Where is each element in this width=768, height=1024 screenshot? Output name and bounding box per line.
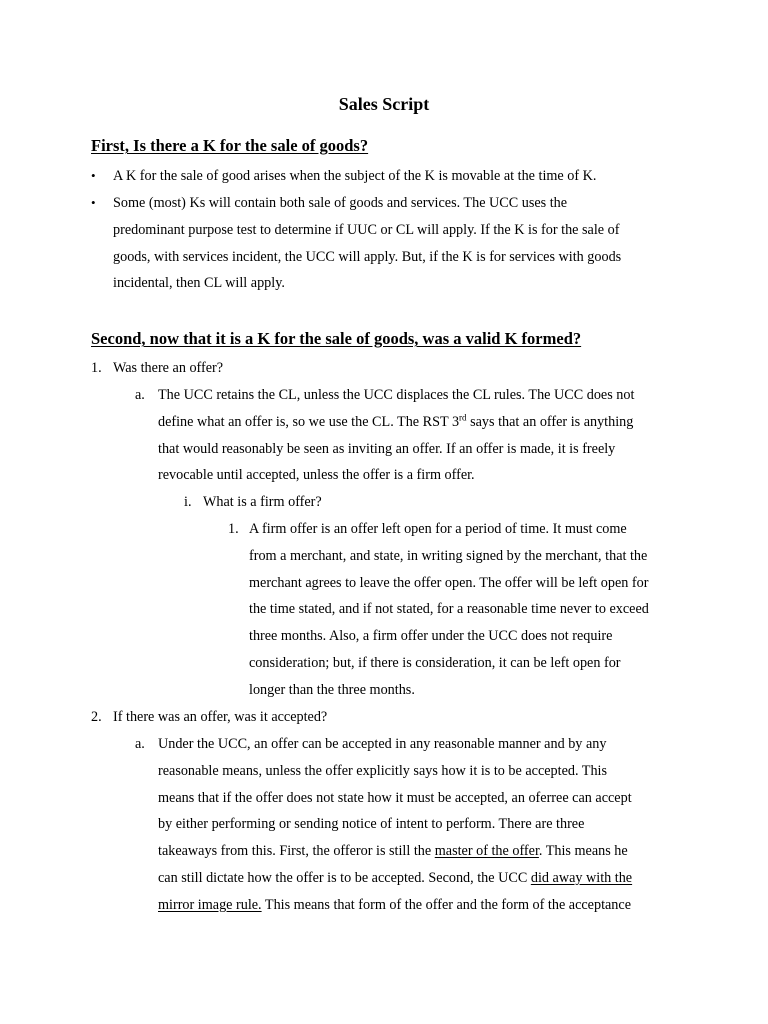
sub-sub-sub-list-item-1	[249, 516, 649, 704]
bullet-text: A K for the sale of good arises when the subject of the K is movable at the time of K.	[113, 168, 597, 184]
paragraph-line: A firm offer is an offer left open for a period of time. It must come	[249, 521, 627, 537]
bullet-text-line: incidental, then CL will apply.	[113, 275, 285, 292]
paragraph-line: revocable until accepted, unless the offer is a firm offer.	[158, 467, 475, 484]
paragraph-line	[158, 865, 632, 892]
superscript: rd	[459, 412, 467, 423]
roman-numeral: i.	[184, 494, 192, 510]
paragraph-line: longer than the three months.	[249, 681, 415, 698]
text-run: This means that form of the offer and the form of the acceptance	[261, 896, 631, 913]
list-number: 2.	[91, 709, 102, 725]
list-item-text: If there was an offer, was it accepted?	[113, 709, 328, 725]
text-run: takeaways from this. First, the offeror is still the	[158, 843, 435, 860]
paragraph-line: from a merchant, and state, in writing signed by the merchant, that the	[249, 547, 648, 564]
paragraph-line: the time stated, and if not stated, for a reasonable time never to exceed	[249, 601, 649, 618]
section-heading-second: Second, now that it is a K for the sale of goods, was a valid K formed?	[91, 329, 582, 348]
list-item-text: Was there an offer?	[113, 360, 224, 376]
bullet-item-2	[113, 190, 621, 297]
bullet-marker: •	[91, 168, 96, 183]
text-run: says that an offer is anything	[466, 413, 634, 430]
text-run: can still dictate how the offer is to be accepted. Second, the UCC	[158, 869, 531, 886]
sub-list-item-1a	[158, 382, 634, 489]
list-number: 1.	[228, 521, 239, 537]
list-number: 1.	[91, 360, 102, 376]
paragraph-line	[158, 838, 632, 865]
list-item-2	[113, 704, 327, 731]
bullet-item-1	[113, 163, 596, 190]
underlined-term: master of the offer	[434, 843, 539, 860]
paragraph-line: means that if the offer does not state how it must be accepted, an oferree can accept	[158, 789, 632, 806]
underlined-term: mirror image rule.	[158, 896, 262, 913]
list-item-1	[113, 355, 223, 382]
underlined-term: did away with the	[530, 869, 633, 886]
paragraph-line: reasonable means, unless the offer explicitly says how it is to be accepted. This	[158, 762, 608, 779]
paragraph-line: What is a firm offer?	[203, 494, 322, 510]
bullet-marker: •	[91, 195, 96, 210]
bullet-text-line: predominant purpose test to determine if UUC or CL will apply. If the K is for the sale of	[113, 221, 620, 238]
paragraph-line: The UCC retains the CL, unless the UCC displaces the CL rules. The UCC does not	[158, 387, 635, 403]
paragraph-line: that would reasonably be seen as inviting an offer. If an offer is made, it is freely	[158, 440, 616, 457]
bullet-text-line: goods, with services incident, the UCC will apply. But, if the K is for services with goods	[113, 248, 622, 265]
paragraph-line: three months. Also, a firm offer under the UCC does not require	[249, 628, 613, 645]
section-heading-first: First, Is there a K for the sale of goods?	[91, 136, 369, 155]
paragraph-line: consideration; but, if there is consideration, it can be left open for	[249, 654, 621, 671]
text-run: . This means he	[538, 843, 628, 860]
text-run: define what an offer is, so we use the CL. The RST 3	[158, 413, 460, 430]
sub-sub-list-item-i	[203, 489, 322, 516]
paragraph-line: merchant agrees to leave the offer open. The offer will be left open for	[249, 574, 649, 591]
sub-list-letter: a.	[135, 387, 145, 403]
paragraph-line: Under the UCC, an offer can be accepted in any reasonable manner and by any	[158, 736, 607, 752]
paragraph-line	[158, 409, 634, 436]
document-title: Sales Script	[338, 94, 430, 114]
bullet-text-line: Some (most) Ks will contain both sale of goods and services. The UCC uses the	[113, 195, 568, 211]
sub-list-letter: a.	[135, 736, 145, 752]
sub-list-item-2a	[158, 731, 632, 919]
paragraph-line: by either performing or sending notice of intent to perform. There are three	[158, 816, 585, 833]
paragraph-line	[158, 892, 632, 919]
